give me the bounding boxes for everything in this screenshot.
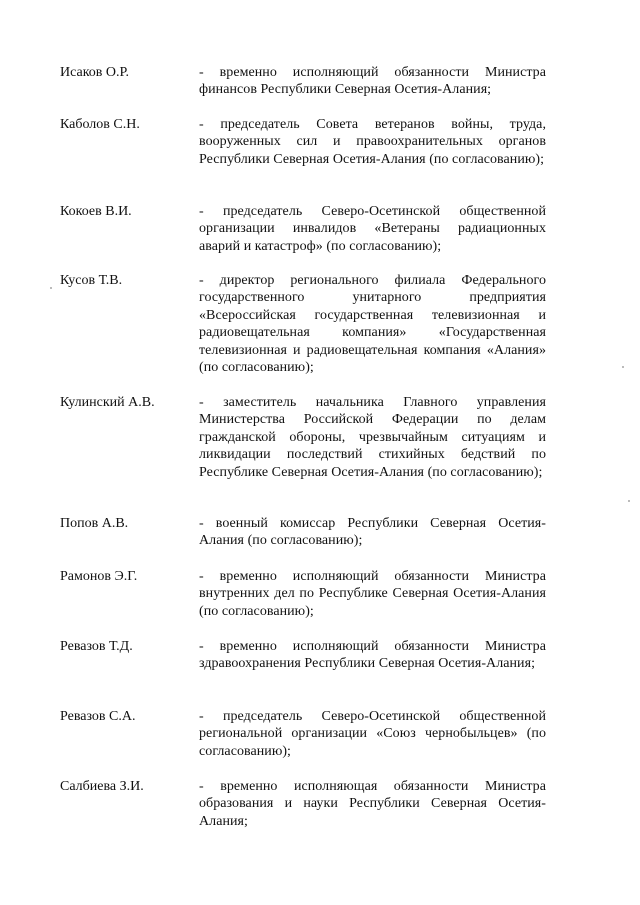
scan-speck (622, 366, 624, 368)
list-item (60, 568, 550, 620)
member-name: Ревазов С.А. (60, 709, 136, 724)
list-item (60, 272, 550, 376)
list-item (60, 116, 550, 168)
member-name: Кусов Т.В. (60, 273, 123, 288)
scan-speck (50, 287, 52, 289)
list-item (60, 515, 550, 550)
member-position: - временно исполняющий обязанности Министра здравоохранения Республики Северная Осетия-Алания; (199, 639, 546, 672)
member-position: - председатель Северо-Осетинской общественной региональной организации «Союз чернобыльцев» (по согласованию); (199, 709, 546, 759)
member-position: - председатель Северо-Осетинской общественной организации инвалидов «Ветераны радиационных аварий и катастроф» (по согласованию); (199, 204, 546, 254)
member-name: Исаков О.Р. (60, 65, 130, 80)
member-name: Ревазов Т.Д. (60, 639, 133, 654)
member-position: - временно исполняющий обязанности Министра финансов Республики Северная Осетия-Алания; (199, 65, 546, 98)
member-position: - директор регионального филиала Федерального государственного унитарного предприятия «Всероссийская государственная телевизионная и радиовещательная компания» «Государственная телевизионная и радиовещательная компания «Алания» (по согласованию); (199, 273, 546, 376)
member-name: Кокоев В.И. (60, 204, 132, 219)
member-name: Кулинский А.В. (60, 395, 155, 410)
member-name: Каболов С.Н. (60, 117, 140, 132)
list-item (60, 708, 550, 760)
member-position: - военный комиссар Республики Северная Осетия-Алания (по согласованию); (199, 516, 546, 549)
list-item (60, 778, 550, 830)
scan-speck (628, 500, 630, 502)
list-item (60, 394, 550, 481)
list-item (60, 638, 550, 673)
list-item (60, 203, 550, 255)
member-position: - заместитель начальника Главного управления Министерства Российской Федерации по делам гражданской обороны, чрезвычайным ситуациям и ликвидации последствий стихийных бедствий по Республике Северная Осетия-Алания (по согласованию); (199, 395, 546, 480)
member-name: Рамонов Э.Г. (60, 569, 138, 584)
member-position: - временно исполняющая обязанности Министра образования и науки Республики Северная Осетия-Алания; (199, 779, 546, 829)
member-name: Салбиева З.И. (60, 779, 144, 794)
member-name: Попов А.В. (60, 516, 129, 531)
member-position: - председатель Совета ветеранов войны, труда, вооруженных сил и правоохранительных органов Республики Северная Осетия-Алания (по согласованию); (199, 117, 546, 167)
list-item (60, 64, 550, 99)
member-position: - временно исполняющий обязанности Министра внутренних дел по Республике Северная Осетия-Алания (по согласованию); (199, 569, 546, 619)
